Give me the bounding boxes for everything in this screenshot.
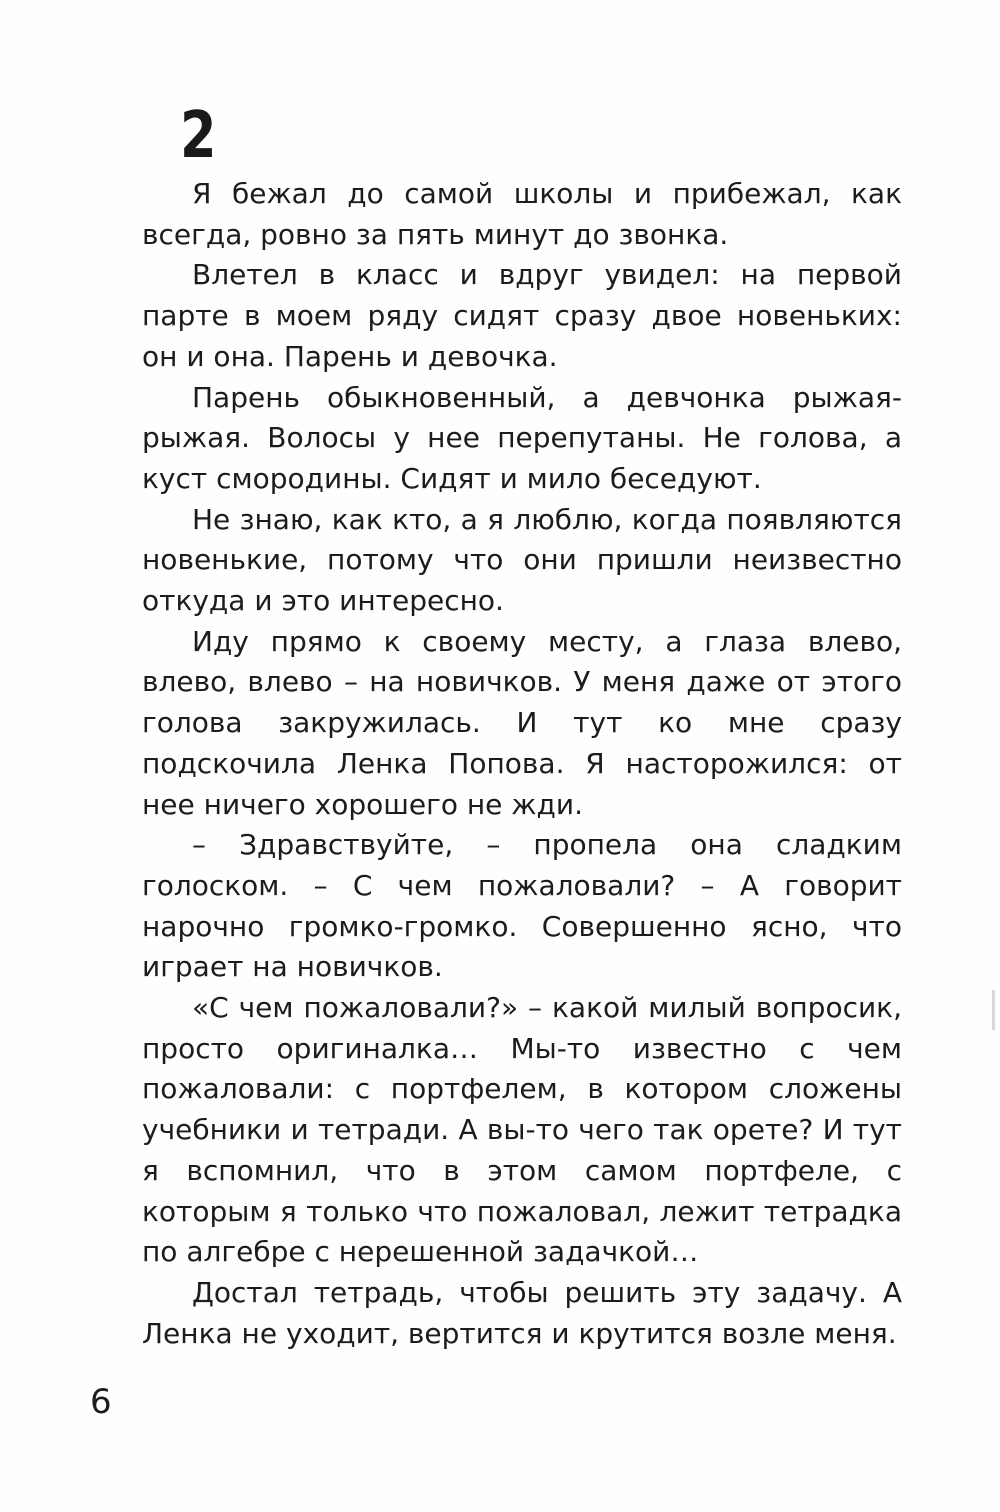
body-text [142,174,902,1354]
paragraph: Не знаю, как кто, а я люблю, когда появляются новенькие, потому что они пришли неизвестно откуда и это интересно. [142,502,902,618]
paragraph: Достал тетрадь, чтобы решить эту задачу. А Ленка не уходит, вертится и крутится возле меня. [142,1275,902,1350]
paragraph: «С чем пожаловали?» – какой милый вопросик, просто оригиналка… Мы-то известно с чем пожаловали: с портфелем, в котором сложены учебники и тетради. А вы-то чего так орете? И тут я вспомнил, что в этом самом портфеле, с которым я только что пожаловал, лежит тетрадка по алгебре с нерешенной задачкой… [142,991,902,1269]
paragraph: Влетел в класс и вдруг увидел: на первой парте в моем ряду сидят сразу двое новеньких: он и она. Парень и девочка. [142,258,902,373]
page-edge-mark [992,990,995,1030]
paragraph: Я бежал до самой школы и прибежал, как всегда, ровно за пять минут до звонка. [142,177,902,251]
chapter-number: 2 [180,99,217,173]
paragraph: Парень обыкновенный, а девчонка рыжая-рыжая. Волосы у нее перепутаны. Не голова, а куст смородины. Сидят и мило беседуют. [142,380,902,495]
paragraph: Иду прямо к своему месту, а глаза влево, влево, влево – на новичков. У меня даже от этого голова закружилась. И тут ко мне сразу подскочила Ленка Попова. Я насторожился: от нее ничего хорошего не жди. [142,624,902,821]
paragraph: – Здравствуйте, – пропела она сладким голоском. – С чем пожаловали? – А говорит нарочно громко-громко. Совершенно ясно, что играет на новичков. [142,828,902,984]
page-number: 6 [90,1382,112,1422]
